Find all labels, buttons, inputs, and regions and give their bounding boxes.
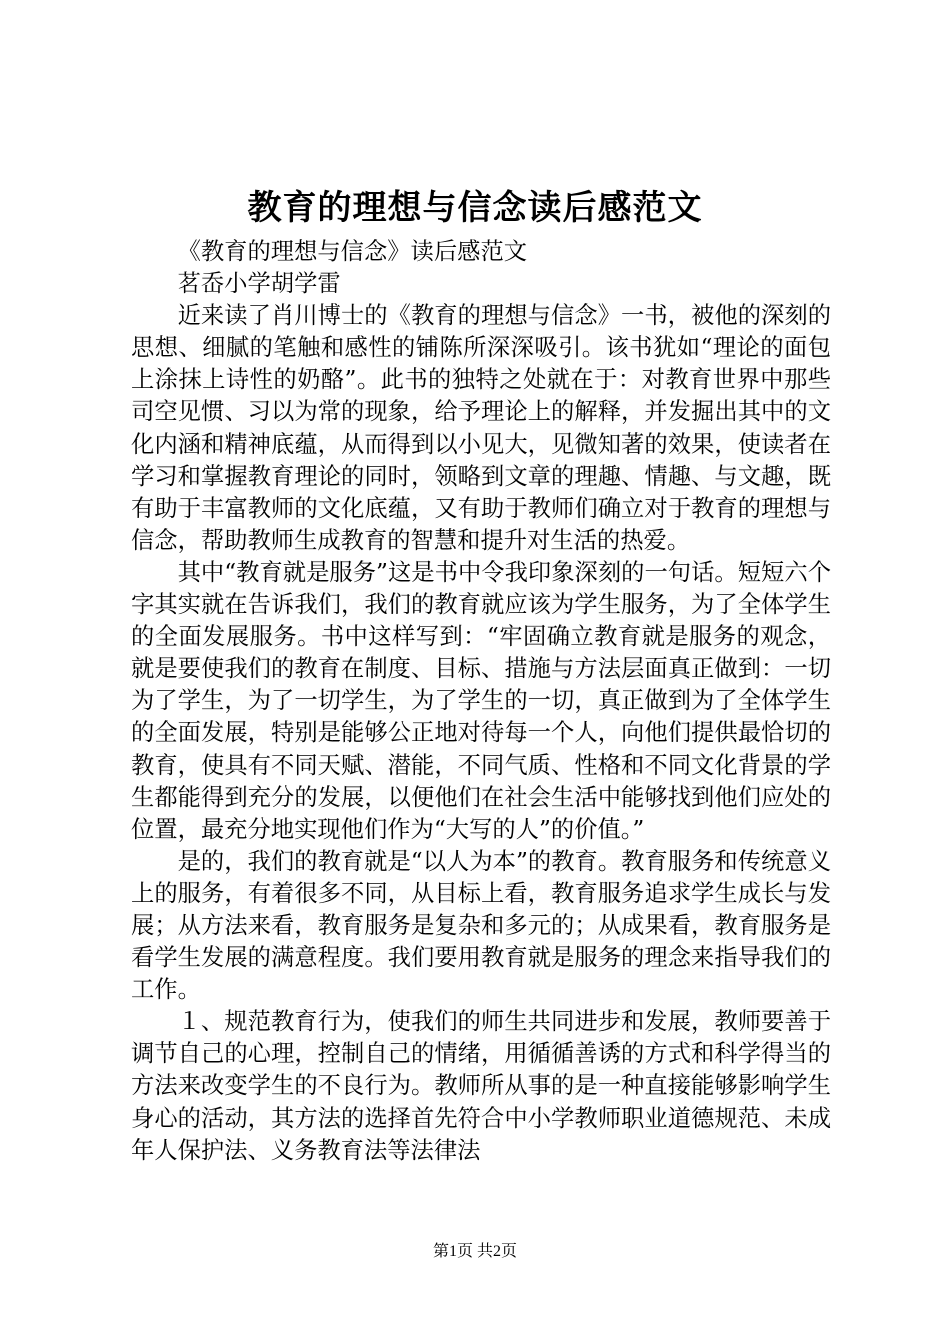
document-body	[131, 236, 831, 1167]
document-title: 教育的理想与信念读后感范文	[247, 188, 703, 228]
body-paragraph: 其中“教育就是服务”这是书中令我印象深刻的一句话。短短六个字其实就在告诉我们，我们的教育就应该为学生服务，为了全体学生的全面发展服务。书中这样写到：“牢固确立教育就是服务的观念，就是要使我们的教育在制度、目标、措施与方法层面真正做到：一切为了学生，为了一切学生，为了学生的一切，真正做到为了全体学生的全面发展，特别是能够公正地对待每一个人，向他们提供最恰切的教育，使具有不同天赋、潜能，不同气质、性格和不同文化背景的学生都能得到充分的发展，以便他们在社会生活中能够找到他们应处的位置，最充分地实现他们作为“大写的人”的价值。”	[131, 558, 831, 843]
subtitle-line: 《教育的理想与信念》读后感范文	[177, 238, 528, 265]
body-paragraph: 是的，我们的教育就是“以人为本”的教育。教育服务和传统意义上的服务，有着很多不同，从目标上看，教育服务追求学生成长与发展；从方法来看，教育服务是复杂和多元的；从成果看，教育服务是看学生发展的满意程度。我们要用教育就是服务的理念来指导我们的工作。	[131, 847, 831, 1004]
body-paragraph: 近来读了肖川博士的《教育的理想与信念》一书，被他的深刻的思想、细腻的笔触和感性的铺陈所深深吸引。该书犹如“理论的面包上涂抹上诗性的奶酪”。此书的独特之处就在于：对教育世界中那些司空见惯、习以为常的现象，给予理论上的解释，并发掘出其中的文化内涵和精神底蕴，从而得到以小见大，见微知著的效果，使读者在学习和掌握教育理论的同时，领略到文章的理趣、情趣、与文趣，既有助于丰富教师的文化底蕴，又有助于教师们确立对于教育的理想与信念，帮助教师生成教育的智慧和提升对生活的热爱。	[131, 302, 831, 554]
body-paragraph: １、规范教育行为，使我们的师生共同进步和发展，教师要善于调节自己的心理，控制自己的情绪，用循循善诱的方式和科学得当的方法来改变学生的不良行为。教师所从事的是一种直接能够影响学生身心的活动，其方法的选择首先符合中小学教师职业道德规范、未成年人保护法、义务教育法等法律法	[131, 1008, 831, 1164]
page-number-footer: 第1页 共2页	[432, 1243, 517, 1260]
author-line: 茗岙小学胡学雷	[177, 270, 341, 298]
